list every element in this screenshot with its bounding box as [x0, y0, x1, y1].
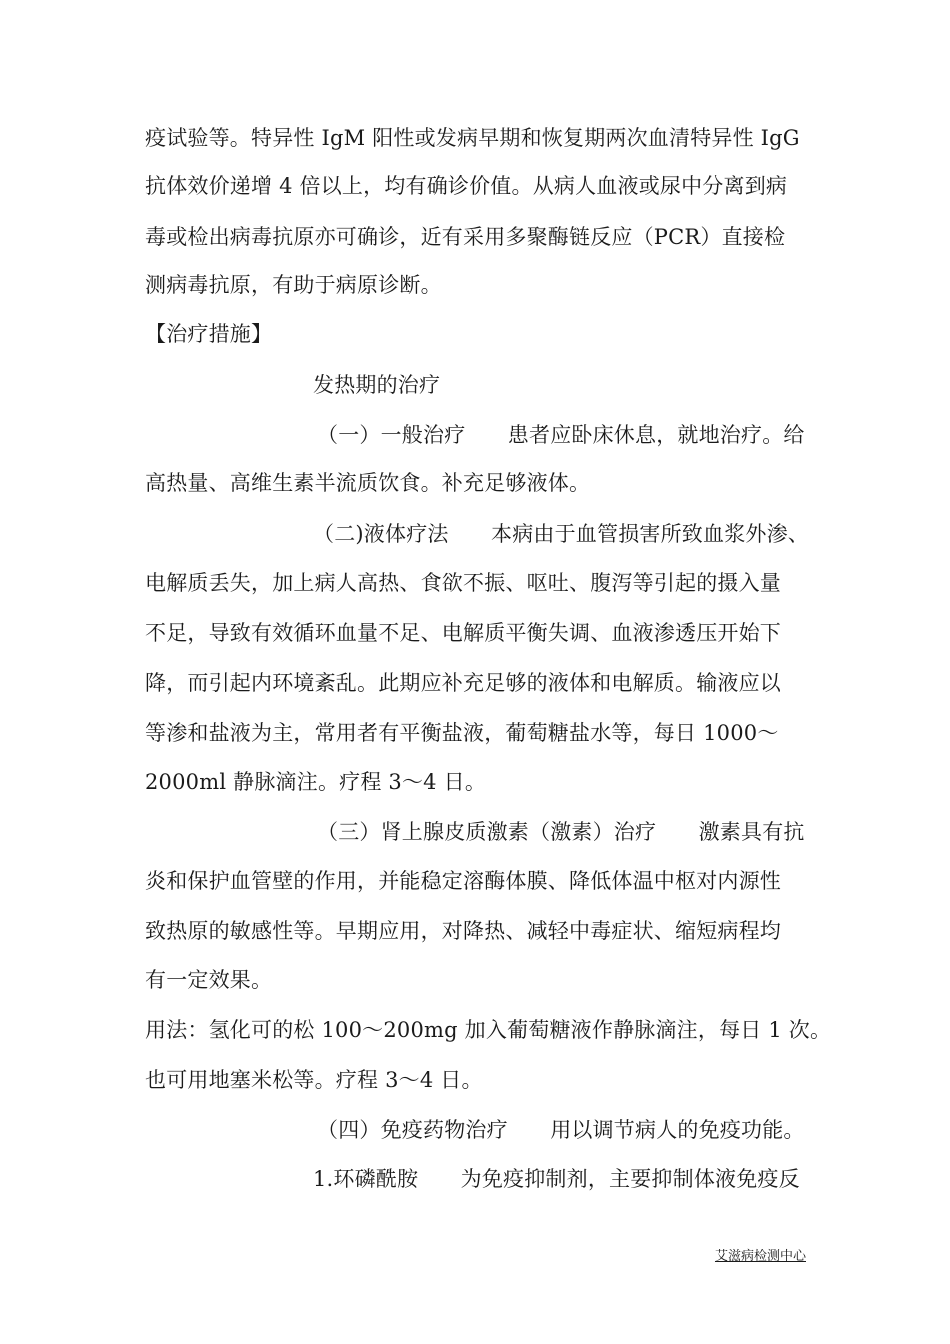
paragraph-line: （二)液体疗法 本病由于血管损害所致血浆外渗、 [313, 522, 809, 546]
paragraph-line: 降，而引起内环境紊乱。此期应补充足够的液体和电解质。输液应以 [145, 671, 781, 695]
paragraph-line: 致热原的敏感性等。早期应用，对降热、减轻中毒症状、缩短病程均 [145, 919, 781, 943]
paragraph-line: 疫试验等。特异性 IgM 阳性或发病早期和恢复期两次血清特异性 IgG [145, 126, 800, 150]
paragraph-line: 也可用地塞米松等。疗程 3～4 日。 [145, 1068, 483, 1092]
paragraph-line: （四）免疫药物治疗 用以调节病人的免疫功能。 [317, 1118, 805, 1142]
paragraph-line: （三）肾上腺皮质激素（激素）治疗 激素具有抗 [317, 820, 805, 844]
subsection-heading: 发热期的治疗 [313, 373, 441, 397]
paragraph-line: 有一定效果。 [145, 968, 273, 992]
page-footer: 艾滋病检测中心 [714, 1249, 806, 1264]
paragraph-line: 抗体效价递增 4 倍以上，均有确诊价值。从病人血液或尿中分离到病 [145, 174, 788, 198]
paragraph-line: 测病毒抗原，有助于病原诊断。 [145, 273, 442, 297]
paragraph-line: （一）一般治疗 患者应卧床休息，就地治疗。给 [317, 423, 805, 447]
paragraph-line: 炎和保护血管壁的作用，并能稳定溶酶体膜、降低体温中枢对内源性 [145, 869, 781, 893]
paragraph-line: 等渗和盐液为主，常用者有平衡盐液，葡萄糖盐水等，每日 1000～ [145, 721, 779, 745]
paragraph-line: 不足，导致有效循环血量不足、电解质平衡失调、血液渗透压开始下 [145, 621, 781, 645]
paragraph-line: 高热量、高维生素半流质饮食。补充足够液体。 [145, 471, 591, 495]
section-heading: 【治疗措施】 [145, 322, 273, 346]
paragraph-line: 电解质丢失，加上病人高热、食欲不振、呕吐、腹泻等引起的摄入量 [145, 571, 781, 595]
paragraph-line: 用法：氢化可的松 100～200mg 加入葡萄糖液作静脉滴注，每日 1 次。 [145, 1018, 832, 1042]
paragraph-line: 2000ml 静脉滴注。疗程 3～4 日。 [145, 770, 487, 794]
paragraph-line: 毒或检出病毒抗原亦可确诊，近有采用多聚酶链反应（PCR）直接检 [145, 225, 786, 249]
paragraph-line: 1.环磷酰胺 为免疫抑制剂，主要抑制体液免疫反 [313, 1167, 800, 1191]
